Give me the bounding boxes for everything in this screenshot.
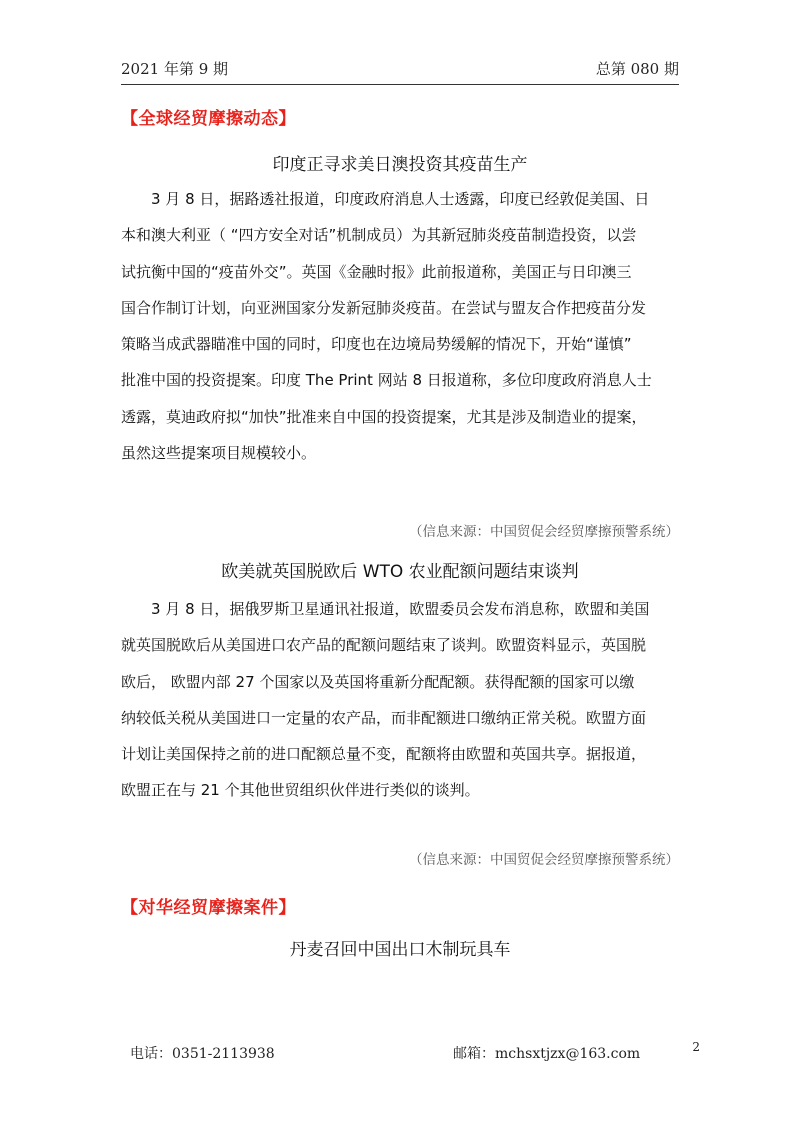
paragraph-line: 虽然这些提案项目规模较小。 (121, 444, 317, 463)
issue-number: 2021 年第 9 期 (121, 60, 229, 78)
paragraph-line: 本和澳大利亚（ “四方安全对话”机制成员）为其新冠肺炎疫苗制造投资，以尝 (121, 226, 637, 245)
paragraph-line: 3 月 8 日，据俄罗斯卫星通讯社报道，欧盟委员会发布消息称，欧盟和美国 (151, 600, 650, 618)
paragraph-line: 欧盟正在与 21 个其他世贸组织伙伴进行类似的谈判。 (121, 781, 480, 800)
contact-email: 邮箱：mchsxtjzx@163.com (453, 1046, 641, 1062)
article-source: （信息来源：中国贸促会经贸摩擦预警系统） (409, 852, 679, 868)
paragraph-line: 国合作制订计划，向亚洲国家分发新冠肺炎疫苗。在尝试与盟友合作把疫苗分发 (121, 298, 647, 317)
article-title-denmark-recall: 丹麦召回中国出口木制玩具车 (289, 940, 511, 960)
paragraph-line: 计划让美国保持之前的进口配额总量不变，配额将由欧盟和英国共享。据报道， (121, 745, 647, 764)
contact-phone: 电话：0351-2113938 (130, 1046, 275, 1062)
paragraph-line: 策略当成武器瞄准中国的同时，印度也在边境局势缓解的情况下，开始“谨慎” (121, 335, 632, 354)
paragraph-line: 欧后， 欧盟内部 27 个国家以及英国将重新分配配额。获得配额的国家可以缴 (121, 672, 635, 691)
header-divider (121, 84, 679, 85)
total-issue-number: 总第 080 期 (595, 60, 679, 78)
article-title-india-vaccine: 印度正寻求美日澳投资其疫苗生产 (272, 155, 528, 175)
page-header (121, 58, 679, 82)
article-title-eu-us-wto-quota: 欧美就英国脱欧后 WTO 农业配额问题结束谈判 (221, 562, 579, 582)
paragraph-line: 就英国脱欧后从美国进口农产品的配额问题结束了谈判。欧盟资料显示，英国脱 (121, 636, 647, 655)
paragraph-line: 3 月 8 日，据路透社报道，印度政府消息人士透露，印度已经敦促美国、日 (151, 190, 650, 208)
article-body-india-vaccine (121, 181, 681, 471)
article-body-eu-us-wto-quota (121, 591, 681, 809)
paragraph-line: 透露，莫迪政府拟“加快”批准来自中国的投资提案，尤其是涉及制造业的提案， (121, 407, 647, 426)
paragraph-line: 纳较低关税从美国进口一定量的农产品，而非配额进口缴纳正常关税。欧盟方面 (121, 708, 647, 727)
paragraph-line: 试抗衡中国的“疫苗外交”。英国《金融时报》此前报道称，美国正与日印澳三 (121, 262, 632, 281)
article-source: （信息来源：中国贸促会经贸摩擦预警系统） (409, 524, 679, 540)
paragraph-line: 批准中国的投资提案。印度 The Print 网站 8 日报道称，多位印度政府消息人士 (121, 371, 652, 390)
section-label-china-trade-cases: 【对华经贸摩擦案件】 (121, 898, 296, 918)
page-footer (130, 1040, 700, 1065)
section-label-global-trade-friction: 【全球经贸摩擦动态】 (121, 109, 296, 129)
page-number: 2 (692, 1040, 700, 1054)
